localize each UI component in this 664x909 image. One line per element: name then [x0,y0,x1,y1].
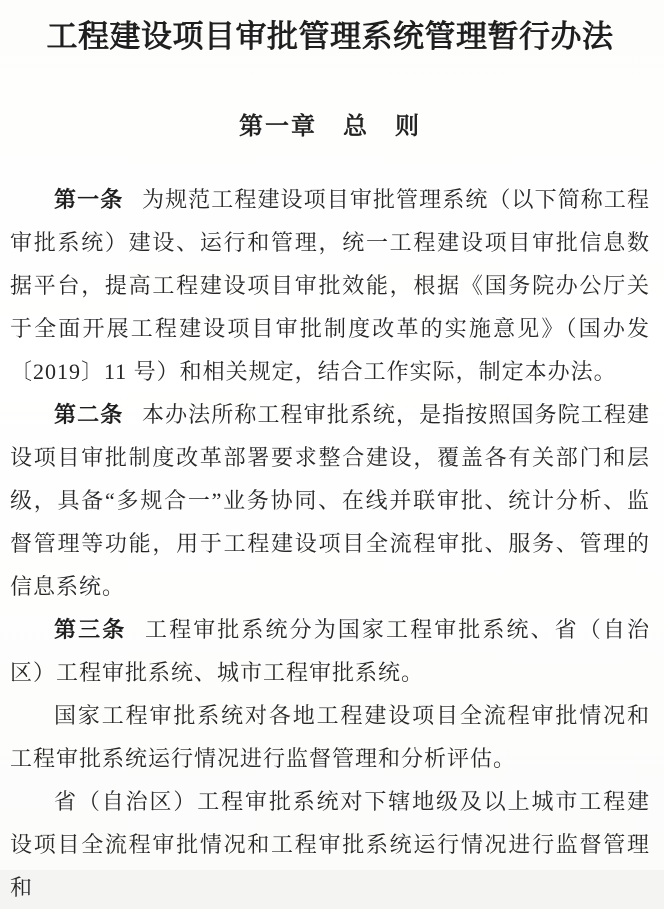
chapter-heading: 第一章 总 则 [239,113,421,140]
paragraph-text: 国家工程审批系统对各地工程建设项目全流程审批情况和工程审批系统运行情况进行监督管理和分析评估。 [10,702,650,771]
article-number: 第二条 [54,401,124,427]
article-number: 第一条 [54,186,124,212]
paragraph-continuation [10,694,650,780]
paragraph-continuation [10,780,650,909]
paragraph-text: 省（自治区）工程审批系统对下辖地级及以上城市工程建设项目全流程审批情况和工程审批系统运行情况进行监督管理和 [10,788,650,900]
paragraph-article-2 [10,393,650,608]
paragraph-article-1 [10,178,650,393]
paragraph-text: 本办法所称工程审批系统，是指按照国务院工程建设项目审批制度改革部署要求整合建设，覆盖各有关部门和层级，具备“多规合一”业务协同、在线并联审批、统计分析、监督管理等功能，用于工程建设项目全流程审批、服务、管理的信息系统。 [10,401,650,599]
paragraph-text: 为规范工程建设项目审批管理系统（以下简称工程审批系统）建设、运行和管理，统一工程建设项目审批信息数据平台，提高工程建设项目审批效能，根据《国务院办公厅关于全面开展工程建设项目审批制度改革的实施意见》（国办发〔2019〕11 号）和相关规定，结合工作实际，制定本办法。 [10,186,650,384]
article-number: 第三条 [54,616,127,642]
document-title: 工程建设项目审批管理系统管理暂行办法 [46,19,614,54]
paragraph-text: 工程审批系统分为国家工程审批系统、省（自治区）工程审批系统、城市工程审批系统。 [10,616,650,685]
document-body [10,178,650,909]
paragraph-article-3 [10,608,650,694]
